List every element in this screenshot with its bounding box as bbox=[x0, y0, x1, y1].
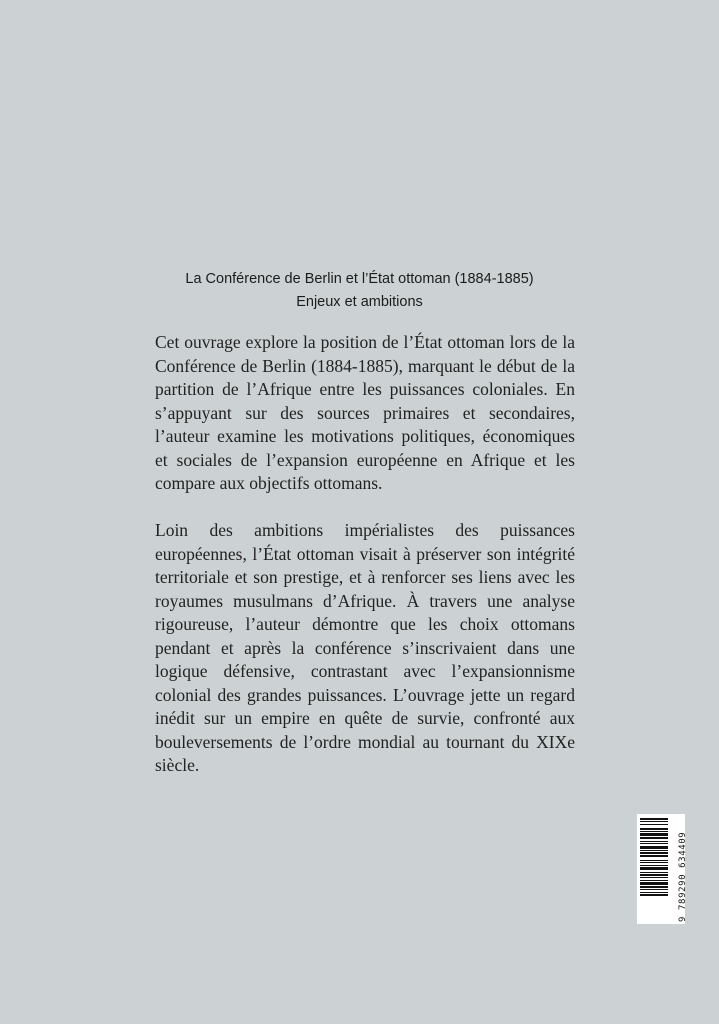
barcode-bar bbox=[640, 828, 668, 830]
barcode-bar bbox=[640, 892, 668, 893]
barcode-bar bbox=[640, 843, 668, 844]
description-paragraph: Cet ouvrage explore la position de l’État ottoman lors de la Conférence de Berlin (1884-1885), marquant le début de la partition de l’Afrique entre les puissances coloniales. En s’appuyant sur des sources primaires et secondaires, l’auteur examine les motivations politiques, économiques et sociales de l’expansion européenne en Afrique et les compare aux objectifs ottomans. bbox=[155, 332, 575, 493]
barcode-bar bbox=[640, 837, 668, 839]
barcode-bar bbox=[640, 867, 668, 870]
barcode-bar bbox=[640, 860, 668, 861]
barcode-bar bbox=[640, 852, 668, 854]
barcode-bar bbox=[640, 877, 668, 878]
barcode-bar bbox=[640, 846, 668, 849]
barcode-bar bbox=[640, 882, 668, 885]
barcode-bar bbox=[640, 831, 668, 832]
barcode-bar bbox=[640, 874, 668, 876]
barcode-bar bbox=[640, 872, 668, 873]
barcode-bar bbox=[640, 821, 668, 822]
barcode-bar bbox=[640, 855, 668, 857]
barcode-bar bbox=[640, 862, 668, 863]
book-heading bbox=[0, 268, 719, 314]
barcode-bar bbox=[640, 824, 668, 825]
book-title: La Conférence de Berlin et l’État ottoman (1884-1885) bbox=[185, 271, 534, 287]
barcode-bar bbox=[640, 833, 668, 836]
barcode-bar bbox=[640, 886, 668, 888]
barcode-bar bbox=[640, 894, 668, 896]
barcode-bar bbox=[640, 889, 668, 890]
description-paragraph: Loin des ambitions impérialistes des puissances européennes, l’État ottoman visait à préserver son intégrité territoriale et son prestige, et à renforcer ses liens avec les royaumes musulmans d’Afrique. À travers une analyse rigoureuse, l’auteur démontre que les choix ottomans pendant et après la conférence s’inscrivaient dans une logique défensive, contrastant avec l’expansionnisme colonial des grandes puissances. L’ouvrage jette un regard inédit sur un empire en quête de survie, confronté aux bouleversements de l’ordre mondial au tournant du XIXe siècle. bbox=[155, 520, 575, 775]
barcode-bar bbox=[640, 841, 668, 842]
barcode-bar bbox=[640, 865, 668, 866]
book-subtitle: Enjeux et ambitions bbox=[296, 294, 423, 310]
barcode-bar bbox=[640, 818, 668, 820]
barcode-bar bbox=[640, 850, 668, 851]
barcode-bar bbox=[640, 880, 668, 881]
back-cover-description bbox=[155, 331, 575, 801]
isbn-number: 9 789290 634409 bbox=[678, 831, 688, 922]
isbn-barcode bbox=[637, 814, 688, 924]
